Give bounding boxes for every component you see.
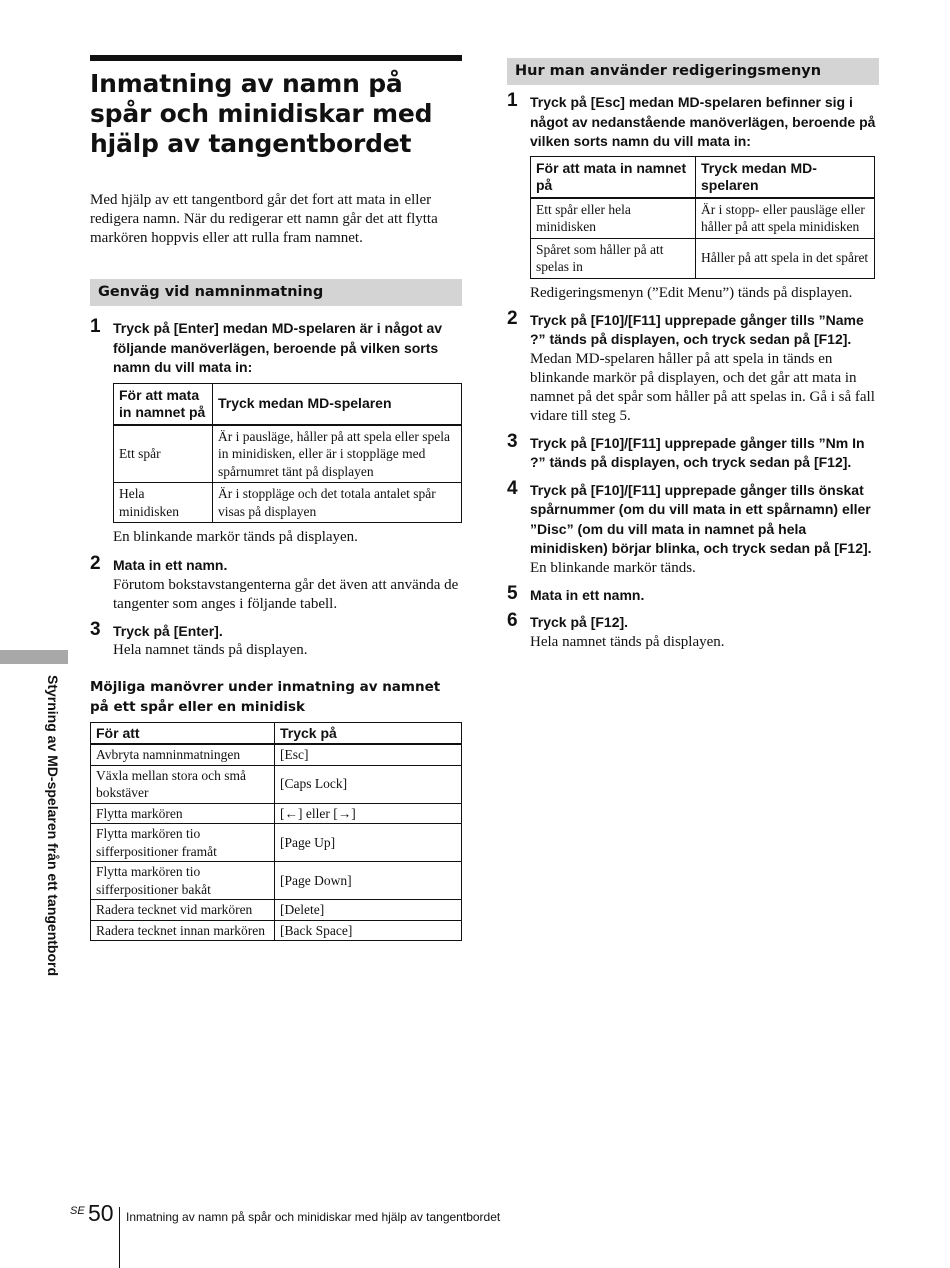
table-row [531, 238, 875, 278]
mode-table-enter [113, 383, 462, 524]
table-row [91, 920, 462, 941]
step-heading: Mata in ett namn. [113, 557, 228, 573]
step-3-press-enter [90, 618, 462, 661]
operations-table [90, 722, 462, 941]
step-note: En blinkande markör tänds på displayen. [113, 529, 358, 545]
step-6-press-f12 [507, 610, 879, 652]
chapter-side-label: Styrning av MD-spelaren från ett tangentbord [45, 675, 61, 977]
column-header: Tryck på [275, 723, 462, 745]
table-row [531, 198, 875, 239]
step-4-select-track [507, 477, 879, 578]
table-row [114, 483, 462, 523]
step-body: Medan MD-spelaren håller på att spela in tänds en blinkande markör på displayen, och det går att mata in namnet på det spår som håller på att spelas in. Gå i så fall vidare till steg 5. [530, 350, 875, 424]
step-1-esc [507, 90, 879, 303]
table-row [91, 824, 462, 862]
step-number: 6 [507, 610, 518, 631]
table-cell: Flytta markören tio sifferpositioner framåt [91, 824, 275, 862]
column-header: För att [91, 723, 275, 745]
step-5-enter-name [507, 582, 879, 606]
table-cell: [Caps Lock] [275, 765, 462, 803]
footer-running-title: Inmatning av namn på spår och minidiskar med hjälp av tangentbordet [126, 1210, 501, 1224]
table-header-row [91, 723, 462, 745]
footer-page-number: 50 [88, 1200, 114, 1226]
table-row [91, 765, 462, 803]
table-cell: [Esc] [275, 744, 462, 765]
section-heading-edit-menu: Hur man använder redigeringsmenyn [507, 58, 879, 85]
table-row [91, 803, 462, 824]
footer-language-code: SE [70, 1205, 85, 1217]
table-cell: Flytta markören [91, 803, 275, 824]
column-header: Tryck medan MD-spelaren [213, 383, 462, 425]
step-heading: Tryck på [Enter]. [113, 622, 223, 639]
step-number: 2 [90, 553, 101, 574]
table-row [91, 744, 462, 765]
table-cell: Är i pausläge, håller på att spela eller spela in minidisken, eller är i stoppläge med spårnumret tänt på displayen [213, 425, 462, 483]
step-number: 3 [90, 618, 101, 640]
column-header: För att mata in namnet på [114, 383, 213, 425]
step-heading: Tryck på [F10]/[F11] upprepade gånger tills önskat spårnummer (om du vill mata in ett spårnamn) eller ”Disc” (om du vill mata in namnet på hela minidisken) börjar blinka, och tryck sedan på [F12]. [530, 481, 872, 556]
operations-heading: Möjliga manövrer under inmatning av namnet på ett spår eller en minidisk [90, 679, 441, 715]
table-header-row [114, 383, 462, 425]
step-number: 2 [507, 307, 518, 329]
step-heading: Tryck på [F10]/[F11] upprepade gånger tills ”Nm In ?” tänds på displayen, och tryck sedan på [F12]. [530, 434, 865, 470]
step-2-name [507, 307, 879, 426]
step-heading: Tryck på [F12]. [530, 614, 629, 630]
step-heading: Mata in ett namn. [530, 586, 645, 603]
table-cell: Är i stoppläge och det totala antalet spår visas på displayen [213, 483, 462, 523]
table-cell: [←] eller [→] [275, 803, 462, 824]
table-cell: Radera tecknet vid markören [91, 900, 275, 921]
table-cell: Spåret som håller på att spelas in [531, 238, 696, 278]
intro-paragraph: Med hjälp av ett tangentbord går det fort att mata in eller redigera namn. När du redigerar ett namn går det att flytta markören hoppvis eller att rulla fram namnet. [90, 192, 438, 246]
step-number: 5 [507, 582, 518, 604]
table-cell: Ett spår [114, 425, 213, 483]
step-number: 3 [507, 430, 518, 452]
table-row [114, 425, 462, 483]
table-row [91, 862, 462, 900]
step-heading: Tryck på [Esc] medan MD-spelaren befinner sig i något av nedanstående manöverlägen, beroende på vilken sorts namn du vill mata in: [530, 94, 876, 149]
table-header-row [531, 156, 875, 198]
footer-divider [119, 1207, 120, 1268]
step-3-nm-in [507, 430, 879, 473]
table-cell: Flytta markören tio sifferpositioner bakåt [91, 862, 275, 900]
page-title: Inmatning av namn på spår och minidiskar med hjälp av tangentbordet [90, 69, 433, 158]
left-column [90, 55, 462, 941]
step-number: 4 [507, 477, 518, 499]
step-body: En blinkande markör tänds. [530, 559, 696, 576]
table-cell: [Page Up] [275, 824, 462, 862]
section-heading-shortcut: Genväg vid namninmatning [90, 279, 462, 306]
step-heading: Tryck på [F10]/[F11] upprepade gånger tills ”Name ?” tänds på displayen, och tryck sedan på [F12]. [530, 311, 864, 347]
right-column [507, 58, 879, 652]
step-1-enter [90, 316, 462, 547]
mode-table-esc [530, 156, 875, 279]
step-body: Förutom bokstavstangenterna går det även att använda de tangenter som anges i följande tabell. [113, 576, 459, 612]
table-cell: Ett spår eller hela minidisken [531, 198, 696, 239]
table-cell: [Back Space] [275, 920, 462, 941]
step-heading: Tryck på [Enter] medan MD-spelaren är i något av följande manöverlägen, beroende på vilken sorts namn du vill mata in: [113, 320, 443, 375]
table-cell: [Page Down] [275, 862, 462, 900]
step-number: 1 [507, 90, 518, 111]
chapter-tab-marker [0, 650, 68, 664]
table-row [91, 900, 462, 921]
table-cell: Växla mellan stora och små bokstäver [91, 765, 275, 803]
step-body: Hela namnet tänds på displayen. [530, 633, 725, 650]
table-cell: Radera tecknet innan markören [91, 920, 275, 941]
table-cell: Hela minidisken [114, 483, 213, 523]
table-cell: Är i stopp- eller pausläge eller håller på att spela minidisken [696, 198, 875, 239]
table-cell: [Delete] [275, 900, 462, 921]
table-cell: Avbryta namninmatningen [91, 744, 275, 765]
step-note: Redigeringsmenyn (”Edit Menu”) tänds på displayen. [530, 284, 853, 301]
column-header: För att mata in namnet på [531, 156, 696, 198]
table-cell: Håller på att spela in det spåret [696, 238, 875, 278]
step-number: 1 [90, 316, 101, 337]
step-body: Hela namnet tänds på displayen. [113, 642, 308, 658]
step-2-enter-name [90, 553, 462, 614]
title-rule [90, 55, 462, 61]
column-header: Tryck medan MD-spelaren [696, 156, 875, 198]
